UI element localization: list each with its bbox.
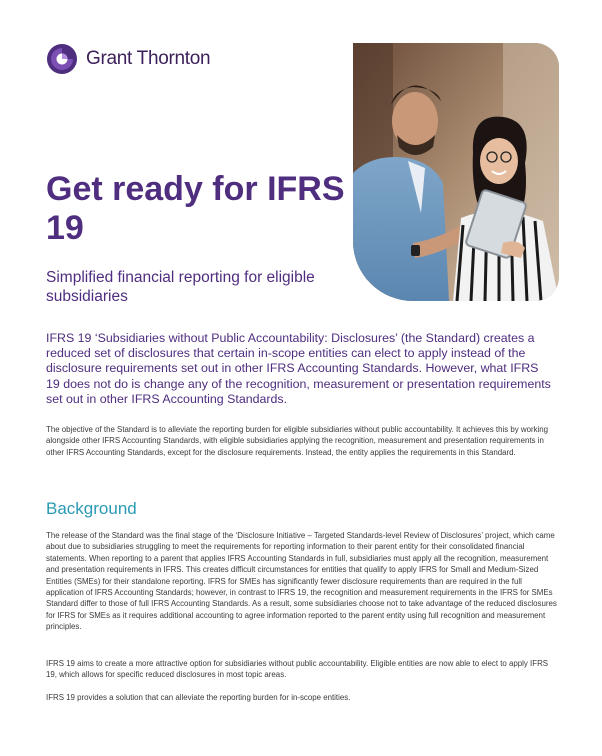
intro-paragraph: IFRS 19 ‘Subsidiaries without Public Accountability: Disclosures’ (the Standard) creates a reduced set of disclosures that certain in-scope entities can elect to apply instead of the disclosure requirements set out in other IFRS Accounting Standards. However, what IFRS 19 does not do is change any of the recognition, measurement or presentation requirements set out in other IFRS Accounting Standards. xyxy=(46,331,551,406)
hero-photo xyxy=(353,43,559,301)
grant-thornton-logo xyxy=(46,43,210,75)
page-title: Get ready for IFRS 19 xyxy=(46,170,345,247)
logo-wordmark: Grant Thornton xyxy=(86,48,211,69)
objective-paragraph: The objective of the Standard is to alleviate the reporting burden for eligible subsidiaries without public accountability. It achieves this by working alongside other IFRS Accounting Standards, with eligible subsidiaries applying the recognition, measurement and presentation requirements in other IFRS Accounting Standards, except for the disclosure requirements. Instead, the entity applies the requirements in this Standard. xyxy=(46,425,549,457)
background-heading: Background xyxy=(46,499,137,518)
background-paragraph-3: IFRS 19 provides a solution that can alleviate the reporting burden for in-scope entities. xyxy=(46,693,351,702)
page-subtitle: Simplified financial reporting for eligible subsidiaries xyxy=(46,269,315,305)
two-colleagues-with-tablet-photo xyxy=(353,43,559,301)
background-paragraph-1: The release of the Standard was the final stage of the ‘Disclosure Initiative – Targeted Standards-level Review of Disclosures’ project, which came about due to subsidiaries struggling to meet the requirements for reporting information to their parent entity for their consolidated financial statements. When reporting to a parent that applies IFRS Accounting Standards in full, subsidiaries must apply all the recognition, measurement and presentation requirements in IFRS. This creates difficult circumstances for entities that qualify to apply IFRS for Small and Medium-Sized Entities (SMEs) for their standalone reporting. IFRS for SMEs has significantly fewer disclosure requirements than are required in the full application of IFRS Accounting Standards; however, in contrast to IFRS 19, the recognition and measurement requirements in the IFRS for SMEs Standard differ to those of full IFRS Accounting Standards. As a result, some subsidiaries choose not to take advantage of the reduced disclosures for IFRS for SMEs as it requires additional accounting to agree information reported to the parent entity using full recognition and measurement principles. xyxy=(46,531,557,632)
grant-thornton-logo-mark-icon xyxy=(46,43,78,75)
background-paragraph-2: IFRS 19 aims to create a more attractive option for subsidiaries without public accountability. Eligible entities are now able to elect to apply IFRS 19, which allows for specific reduced disclosures in most topic areas. xyxy=(46,659,549,680)
